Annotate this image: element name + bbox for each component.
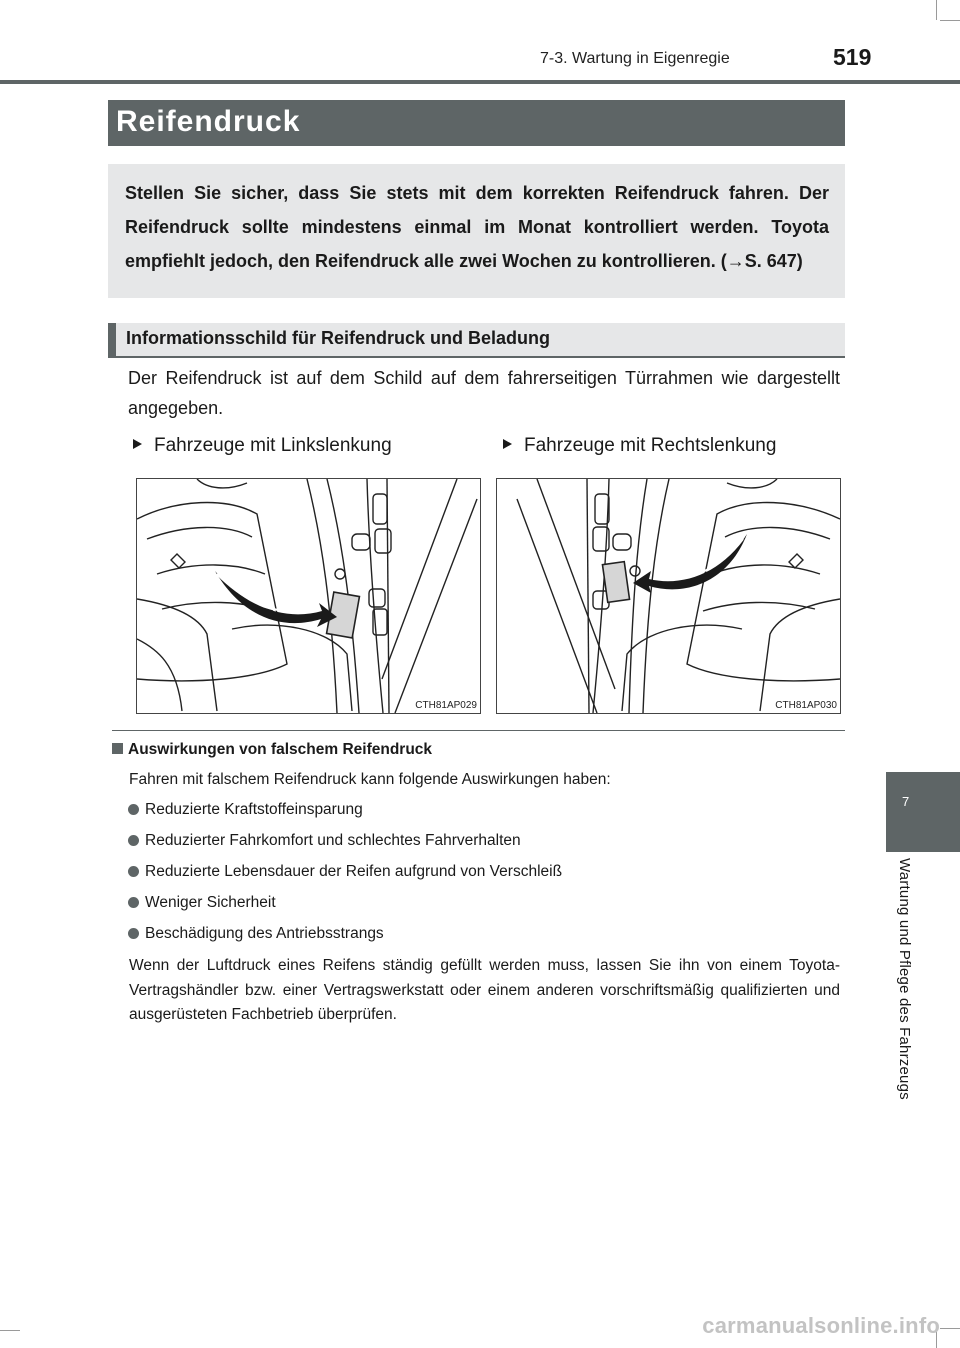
triangle-bullet-icon (133, 439, 142, 449)
page-title: Reifendruck (116, 105, 301, 138)
door-frame-drawing-right (497, 479, 840, 713)
effects-heading-text: Auswirkungen von falschem Reifendruck (128, 741, 433, 758)
caption-left-hand-drive (133, 435, 392, 457)
square-bullet-icon (112, 743, 123, 754)
effects-heading (112, 741, 432, 759)
page-number: 519 (833, 44, 872, 70)
list-item (128, 863, 562, 881)
chapter-tab (886, 772, 960, 852)
circle-bullet-icon (128, 804, 139, 815)
caption-left-text: Fahrzeuge mit Linkslenkung (154, 435, 392, 456)
list-item (128, 832, 521, 850)
page-title-bar (108, 100, 845, 146)
intro-box: Stellen Sie sicher, dass Sie stets mit dem korrekten Reifendruck fahren. Der Reifendruck sollte mindestens einmal im Monat kontrolliert werden. Toyota empfiehlt jedoch, den Reifendruck alle zwei Wochen zu kontrollieren. (→S. 647) (108, 164, 845, 298)
crop-mark (940, 20, 960, 21)
crop-mark (0, 1330, 20, 1331)
circle-bullet-icon (128, 835, 139, 846)
section-heading-bar (108, 323, 845, 357)
list-item (128, 894, 276, 912)
door-frame-drawing-left (137, 479, 480, 713)
effects-closing-paragraph: Wenn der Luftdruck eines Reifens ständig gefüllt werden muss, lassen Sie ihn von einem Toyota-Vertragshändler bzw. einer Vertragswerkstatt oder einem anderen vorschriftsmäßig qualifizierten und ausgerüsteten Fachbetrieb überprüfen. (129, 957, 840, 1023)
list-item (128, 801, 363, 819)
list-item-text: Reduzierte Kraftstoffeinsparung (145, 801, 363, 818)
figure-code-right: CTH81AP030 (775, 700, 837, 711)
crop-mark (936, 0, 937, 20)
circle-bullet-icon (128, 928, 139, 939)
caption-right-text: Fahrzeuge mit Rechtslenkung (524, 435, 777, 456)
circle-bullet-icon (128, 897, 139, 908)
list-item-text: Reduzierte Lebensdauer der Reifen aufgrund von Verschleiß (145, 863, 563, 880)
caption-right-hand-drive (503, 435, 776, 457)
section-paragraph: Der Reifendruck ist auf dem Schild auf dem fahrerseitigen Türrahmen wie dargestellt angegeben. (128, 368, 840, 418)
illustration-right-hand-drive (496, 478, 841, 714)
crop-mark (940, 1328, 960, 1329)
chapter-number: 7 (902, 794, 910, 809)
list-item-text: Reduzierter Fahrkomfort und schlechtes Fahrverhalten (145, 832, 521, 849)
figure-code-left: CTH81AP029 (415, 700, 477, 711)
list-item-text: Beschädigung des Antriebsstrangs (145, 925, 384, 942)
section-heading: Informationsschild für Reifendruck und Beladung (126, 328, 551, 348)
circle-bullet-icon (128, 866, 139, 877)
watermark: carmanualsonline.info (702, 1313, 940, 1338)
running-header-section: 7-3. Wartung in Eigenregie (540, 50, 730, 67)
header-rule (0, 80, 960, 84)
illustration-left-hand-drive (136, 478, 481, 714)
list-item-text: Weniger Sicherheit (145, 894, 276, 911)
triangle-bullet-icon (503, 439, 512, 449)
figure-rule (112, 730, 845, 731)
list-item (128, 925, 384, 943)
chapter-label: Wartung und Pflege des Fahrzeugs (896, 858, 913, 1100)
section-rule (108, 356, 845, 358)
effects-lead: Fahren mit falschem Reifendruck kann folgende Auswirkungen haben: (129, 771, 611, 788)
